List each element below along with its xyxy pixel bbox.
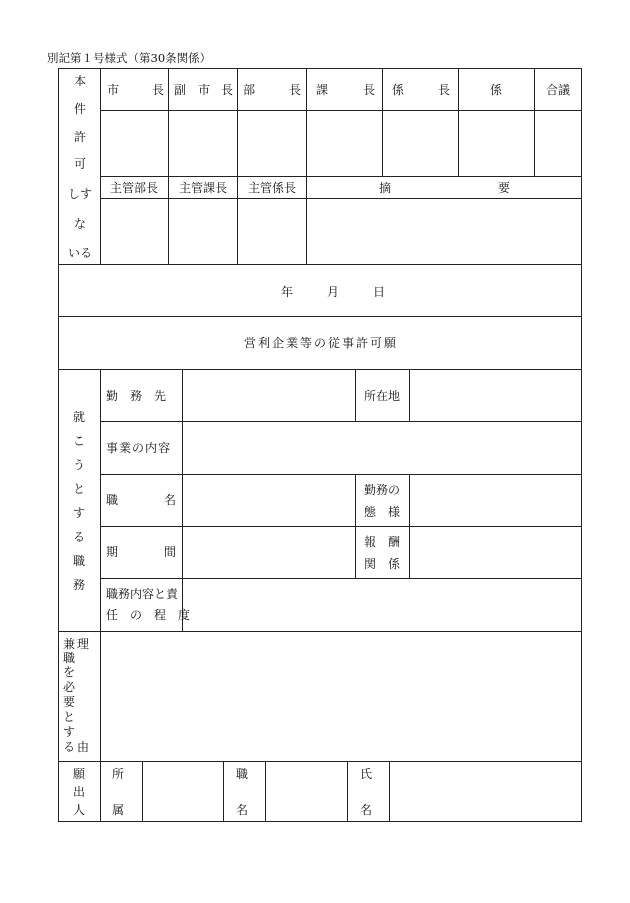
approval-bottom-line	[58, 264, 582, 265]
col-div-2	[237, 68, 238, 264]
col-div-3	[306, 68, 307, 264]
duties-side-5: す	[73, 506, 86, 520]
summary-label-1: 摘	[379, 181, 392, 195]
col-div-5	[458, 68, 459, 176]
role-mayor-2: 長	[152, 83, 165, 97]
reason-label-left-3: を	[63, 665, 76, 679]
role-chief-1: 係	[392, 83, 405, 97]
summary-label-2: 要	[498, 181, 511, 195]
duties-bottom-line	[58, 631, 582, 632]
col-div-1	[168, 68, 169, 264]
approval-side-label-6: な	[74, 217, 87, 231]
date-day: 日	[373, 285, 386, 299]
role-vice-mayor-1: 副	[174, 83, 187, 97]
role-dept-1: 部	[243, 83, 256, 97]
applicant-div-2	[142, 761, 143, 822]
role-lead-section: 主管課長	[179, 181, 228, 195]
duties-sub-div-a1	[355, 369, 356, 421]
job-title-label-1: 職	[106, 493, 119, 507]
approval-mid-line	[100, 176, 582, 177]
duties-sub-div-b1	[355, 474, 356, 578]
pay-label-1: 報 酬	[364, 535, 401, 549]
duties-sub-div-b2	[409, 474, 410, 578]
approval-side-label-2: 件	[74, 102, 87, 116]
name-label-1: 氏	[360, 767, 373, 781]
reason-label-left-4: 必	[63, 680, 76, 694]
role-vice-mayor-3: 長	[221, 83, 234, 97]
approval-side-label-4: 可	[74, 157, 87, 171]
employer-label: 勤 務 先	[106, 389, 167, 403]
duties-side-2: こ	[73, 434, 86, 448]
location-label: 所在地	[364, 389, 401, 403]
job-title-label-2: 名	[164, 493, 177, 507]
applicant-div-3	[223, 761, 224, 822]
duties-side-6: る	[73, 530, 86, 544]
duties-side-3: う	[73, 458, 86, 472]
reason-label-left-6: と	[63, 710, 76, 724]
duties-side-divider	[100, 369, 101, 631]
duties-side-8: 務	[73, 578, 86, 592]
applicant-label-2: 出	[73, 785, 86, 799]
pay-label-2: 関 係	[364, 557, 401, 571]
col-div-4	[382, 68, 383, 176]
dept-label-1: 所	[112, 767, 125, 781]
duties-row-line-3	[100, 526, 582, 527]
form-heading: 営利企業等の従事許可願	[244, 336, 399, 350]
col-div-6	[534, 68, 535, 176]
approval-side-divider	[100, 68, 101, 264]
applicant-div-5	[347, 761, 348, 822]
applicant-label-1: 願	[73, 767, 86, 781]
duties-row-line-1	[100, 421, 582, 422]
duties-side-1: 就	[73, 410, 86, 424]
applicant-div-4	[265, 761, 266, 822]
role-section-2: 長	[363, 83, 376, 97]
resp-label-1: 職務内容と責	[106, 587, 179, 601]
duties-row-line-2	[100, 474, 582, 475]
role-mayor-1: 市	[107, 83, 120, 97]
duties-row-line-4	[100, 578, 582, 579]
duties-side-7: 職	[73, 554, 86, 568]
heading-row-bottom	[58, 369, 582, 370]
duties-label-divider	[182, 369, 183, 631]
applicant-label-3: 人	[73, 803, 86, 817]
role-lead-dept: 主管部長	[110, 181, 159, 195]
business-label: 事業の内容	[106, 441, 172, 455]
dept-label-2: 属	[112, 803, 125, 817]
duties-side-4: と	[73, 482, 86, 496]
reason-label-left-1: 兼	[63, 637, 76, 651]
approval-header-line	[100, 110, 582, 111]
reason-bottom-line	[58, 761, 582, 762]
reason-label-right-2: 由	[77, 740, 90, 754]
role-staff: 係	[490, 83, 503, 97]
role-dept-2: 長	[289, 83, 302, 97]
role-chief-2: 長	[438, 83, 451, 97]
date-month: 月	[327, 285, 340, 299]
reason-label-right-1: 理	[77, 637, 90, 651]
period-label-1: 期	[106, 545, 119, 559]
reason-label-left-8: る	[63, 740, 76, 754]
reason-label-left-2: 職	[63, 651, 76, 665]
name-label-2: 名	[360, 803, 373, 817]
date-year: 年	[281, 285, 294, 299]
form-title: 別記第１号様式（第30条関係）	[47, 51, 212, 65]
work-style-label-1: 勤務の	[364, 483, 401, 497]
role-lead-chief: 主管係長	[248, 181, 297, 195]
reason-label-left-7: す	[63, 725, 76, 739]
role-consult: 合議	[546, 83, 571, 97]
approval-side-label-1: 本	[74, 74, 87, 88]
resp-label-2: 任 の 程 度	[106, 608, 191, 622]
approval-side-label-3: 許	[74, 130, 87, 144]
applicant-div-6	[389, 761, 390, 822]
work-style-label-2: 態 様	[364, 505, 401, 519]
period-label-2: 間	[164, 545, 177, 559]
approval-side-label-7: いる	[68, 246, 93, 260]
approval-side-label-5: しす	[68, 187, 93, 201]
reason-side-divider	[100, 631, 101, 761]
applicant-div-1	[100, 761, 101, 822]
duties-sub-div-a2	[409, 369, 410, 421]
role-vice-mayor-2: 市	[198, 83, 211, 97]
post-label-2: 名	[236, 803, 249, 817]
date-row-bottom	[58, 316, 582, 317]
post-label-1: 職	[236, 767, 249, 781]
role-section-1: 課	[316, 83, 329, 97]
approval-sub-header-line	[100, 198, 582, 199]
reason-label-left-5: 要	[63, 695, 76, 709]
